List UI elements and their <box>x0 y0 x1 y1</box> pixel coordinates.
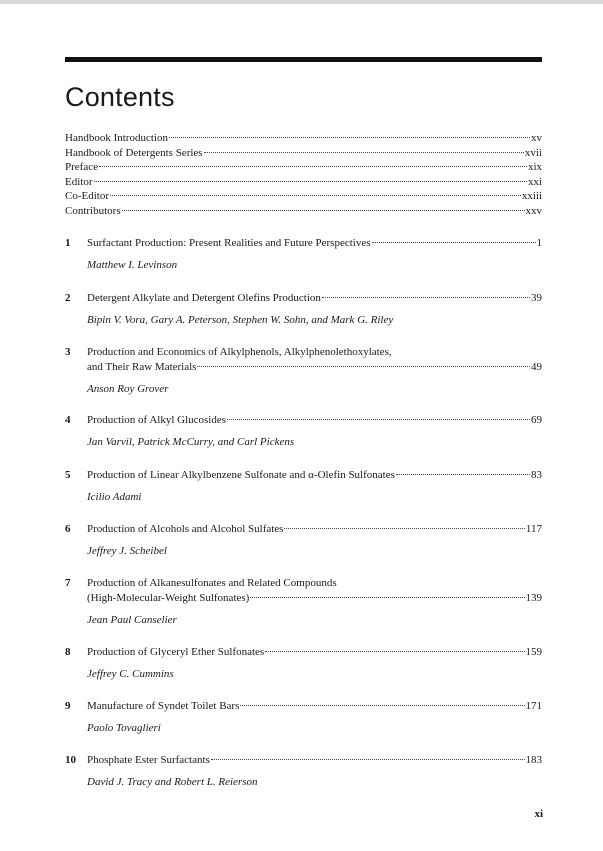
chapter-number: 3 <box>65 346 71 358</box>
chapter-title: Phosphate Ester Surfactants <box>87 754 210 766</box>
chapter-page: 39 <box>531 292 542 304</box>
chapter-authors: Anson Roy Grover <box>87 383 169 395</box>
entry-label: Handbook of Detergents Series <box>65 146 203 159</box>
chapter-title-line <box>87 345 542 360</box>
dot-leader <box>204 152 524 153</box>
chapter-entry[interactable] <box>65 522 542 559</box>
chapter-number: 8 <box>65 646 71 658</box>
dot-leader <box>250 597 524 598</box>
front-matter-entry[interactable] <box>65 189 542 204</box>
dot-leader <box>122 210 525 211</box>
chapter-title-line <box>87 753 542 768</box>
chapter-authors: Paolo Tovaglieri <box>87 722 161 734</box>
chapter-title-line <box>87 591 542 606</box>
chapter-entry[interactable] <box>65 345 542 397</box>
entry-label: Editor <box>65 175 93 188</box>
entry-page: xxv <box>525 204 542 217</box>
chapter-title-line <box>87 291 542 306</box>
chapter-number: 10 <box>65 754 76 766</box>
page-title: Contents <box>65 82 175 112</box>
top-border-strip <box>0 0 603 4</box>
chapter-entry[interactable] <box>65 236 542 273</box>
chapter-number: 9 <box>65 700 71 712</box>
chapter-page: 83 <box>531 469 542 481</box>
chapter-title-line <box>87 645 542 660</box>
front-matter-entry[interactable] <box>65 175 542 190</box>
chapter-title: Production of Linear Alkylbenzene Sulfonate and α-Olefin Sulfonates <box>87 469 395 481</box>
entry-page: xix <box>527 161 542 174</box>
chapter-page: 183 <box>525 754 542 766</box>
dot-leader <box>94 181 527 182</box>
chapter-title-line <box>87 236 542 251</box>
dot-leader <box>110 195 521 196</box>
front-matter-entry[interactable] <box>65 131 542 146</box>
dot-leader <box>372 242 536 243</box>
front-matter-entry[interactable] <box>65 146 542 161</box>
chapter-entry[interactable] <box>65 291 542 328</box>
chapter-authors: Jeffrey J. Scheibel <box>87 545 167 557</box>
entry-label: Preface <box>65 161 98 174</box>
chapter-page: 171 <box>525 700 542 712</box>
chapter-page: 1 <box>536 237 542 249</box>
title-rule <box>65 57 542 62</box>
entry-page: xxiii <box>521 190 542 203</box>
chapter-authors: Jan Varvil, Patrick McCurry, and Carl Pickens <box>87 436 295 448</box>
chapter-title-continued: (High-Molecular-Weight Sulfonates) <box>87 592 250 604</box>
chapter-authors: Bipin V. Vora, Gary A. Peterson, Stephen W. Sohn, and Mark G. Riley <box>87 314 394 326</box>
chapter-title: Production of Alcohols and Alcohol Sulfates <box>87 523 284 535</box>
chapter-authors: David J. Tracy and Robert L. Reierson <box>87 776 258 788</box>
chapter-title-line <box>87 522 542 537</box>
dot-leader <box>169 137 530 138</box>
chapter-title: Detergent Alkylate and Detergent Olefins Production <box>87 292 321 304</box>
chapter-title-continued: and Their Raw Materials <box>87 361 197 373</box>
chapter-page: 49 <box>531 361 542 373</box>
dot-leader <box>265 651 524 652</box>
dot-leader <box>322 297 530 298</box>
chapter-number: 7 <box>65 577 71 589</box>
chapter-entry[interactable] <box>65 699 542 736</box>
dot-leader <box>99 166 527 167</box>
chapter-number: 5 <box>65 469 71 481</box>
chapter-title-line <box>87 576 542 591</box>
front-matter-list <box>65 131 542 219</box>
chapter-title-line <box>87 699 542 714</box>
front-matter-entry[interactable] <box>65 160 542 175</box>
chapter-title: Production of Alkanesulfonates and Related Compounds <box>87 577 337 589</box>
chapter-page: 117 <box>525 523 542 535</box>
entry-label: Contributors <box>65 204 121 217</box>
chapter-entry[interactable] <box>65 576 542 628</box>
chapter-authors: Jeffrey C. Cummins <box>87 668 174 680</box>
chapter-page: 159 <box>525 646 542 658</box>
chapter-entry[interactable] <box>65 468 542 505</box>
page-number: xi <box>534 808 543 820</box>
chapter-number: 6 <box>65 523 71 535</box>
dot-leader <box>211 759 525 760</box>
chapter-title: Manufacture of Syndet Toilet Bars <box>87 700 240 712</box>
chapter-title: Surfactant Production: Present Realities and Future Perspectives <box>87 237 371 249</box>
chapter-title-line <box>87 360 542 375</box>
chapter-page: 139 <box>525 592 542 604</box>
chapter-number: 2 <box>65 292 71 304</box>
dot-leader <box>240 705 524 706</box>
dot-leader <box>284 528 524 529</box>
chapter-entry[interactable] <box>65 645 542 682</box>
entry-label: Handbook Introduction <box>65 132 168 144</box>
dot-leader <box>396 474 530 475</box>
dot-leader <box>227 419 530 420</box>
chapter-title-line <box>87 468 542 483</box>
entry-label: Co-Editor <box>65 190 109 203</box>
chapter-entry[interactable] <box>65 413 542 450</box>
chapter-authors: Matthew I. Levinson <box>87 259 178 271</box>
chapter-title: Production and Economics of Alkylphenols, Alkylphenolethoxylates, <box>87 346 392 358</box>
chapter-page: 69 <box>531 414 542 426</box>
chapter-entry[interactable] <box>65 753 542 790</box>
chapter-title-line <box>87 413 542 428</box>
chapter-authors: Icilio Adami <box>87 491 142 503</box>
chapter-number: 1 <box>65 237 71 249</box>
chapter-title: Production of Alkyl Glucosides <box>87 414 227 426</box>
entry-page: xxi <box>527 175 542 188</box>
chapter-title: Production of Glyceryl Ether Sulfonates <box>87 646 265 658</box>
entry-page: xvii <box>524 146 542 159</box>
chapter-number: 4 <box>65 414 71 426</box>
entry-page: xv <box>531 132 542 144</box>
chapter-authors: Jean Paul Canselier <box>87 614 177 626</box>
front-matter-entry[interactable] <box>65 204 542 219</box>
dot-leader <box>197 366 530 367</box>
